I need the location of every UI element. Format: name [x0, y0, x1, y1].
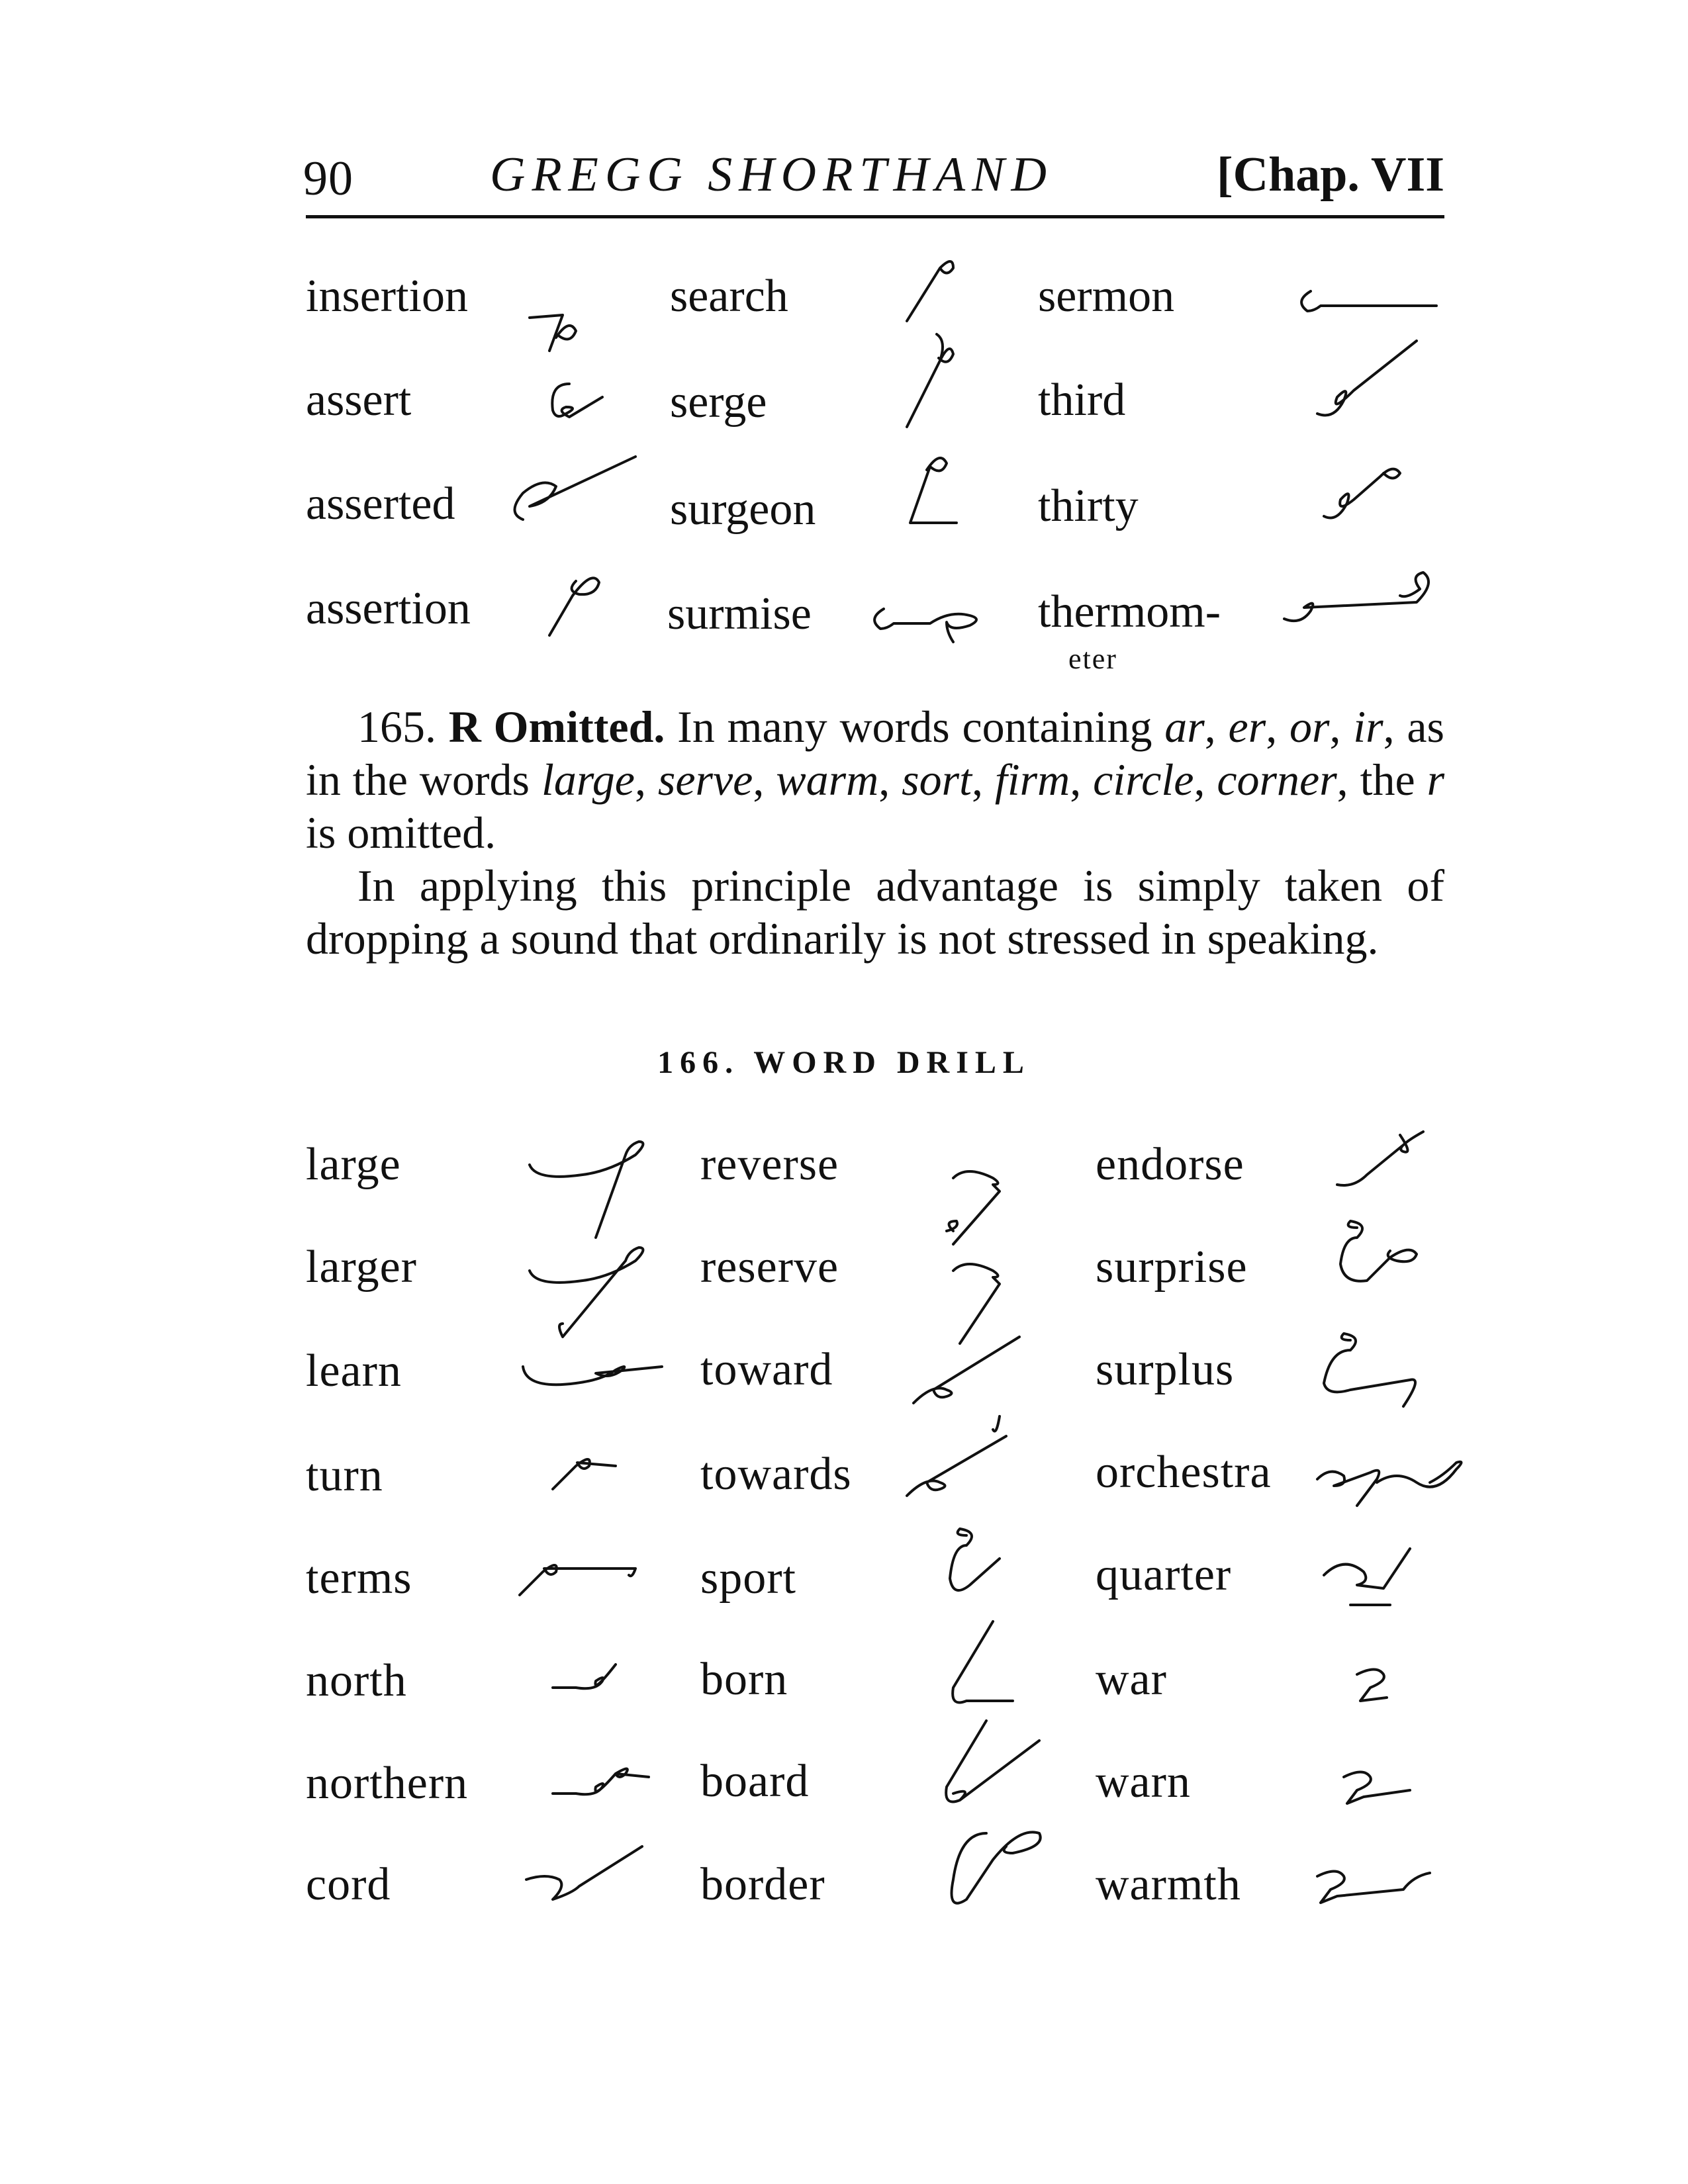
list-item: toward: [700, 1344, 833, 1395]
shorthand-outline-icon: [940, 1827, 1053, 1919]
shorthand-outline-icon: [1278, 566, 1450, 639]
running-title: GREGG SHORTHAND: [490, 148, 1053, 202]
shorthand-outline-icon: [523, 1138, 669, 1244]
list-item: warmth: [1096, 1859, 1241, 1910]
example-term: ir: [1353, 702, 1383, 752]
example-word: firm: [994, 754, 1070, 805]
example-word: sort: [902, 754, 972, 805]
section-165-paragraph: 165. R Omitted. In many words containing ar, er, or, ir, as in the words large, serve, warm, sort, firm, circle, corner, the r is omitted.: [306, 702, 1445, 858]
shorthand-outline-icon: [1311, 1863, 1443, 1909]
list-item: third: [1038, 375, 1126, 426]
shorthand-outline-icon: [1317, 1324, 1450, 1416]
shorthand-outline-icon: [549, 1764, 655, 1810]
list-item: search: [670, 271, 788, 322]
list-item: learn: [306, 1345, 402, 1396]
list-item: reverse: [700, 1139, 839, 1190]
list-item: reserve: [700, 1242, 839, 1293]
shorthand-outline-icon: [900, 1410, 1019, 1502]
list-item: warn: [1096, 1756, 1191, 1807]
page-number: 90: [303, 152, 353, 206]
list-item: thermom-: [1038, 586, 1221, 637]
shorthand-outline-icon: [940, 1615, 1019, 1721]
list-item: larger: [306, 1242, 417, 1293]
shorthand-outline-icon: [516, 1353, 675, 1406]
list-item: sport: [700, 1553, 796, 1604]
example-word: circle: [1093, 754, 1194, 805]
list-item: northern: [306, 1758, 469, 1809]
example-word: corner: [1217, 754, 1337, 805]
shorthand-outline-icon: [523, 1840, 655, 1913]
shorthand-outline-icon: [523, 298, 602, 371]
punctuation: ,: [1204, 702, 1216, 752]
header-rule: [306, 215, 1444, 218]
word-continuation: eter: [1068, 643, 1117, 675]
list-item: north: [306, 1655, 407, 1706]
section-heading: R Omitted.: [448, 702, 665, 752]
example-term: or: [1289, 702, 1330, 752]
list-item: serge: [670, 377, 767, 428]
list-item: cord: [306, 1859, 391, 1910]
section-number: 165.: [357, 702, 436, 752]
shorthand-outline-icon: [1331, 1218, 1430, 1304]
shorthand-outline-icon: [503, 450, 649, 529]
shorthand-outline-icon: [1331, 1125, 1436, 1198]
list-item: border: [700, 1859, 825, 1910]
list-item: terms: [306, 1553, 412, 1604]
example-word: large: [541, 754, 635, 805]
list-item: born: [700, 1654, 788, 1705]
punctuation: ,: [1266, 702, 1278, 752]
shorthand-outline-icon: [543, 563, 616, 642]
shorthand-outline-icon: [933, 1714, 1046, 1827]
list-item: turn: [306, 1450, 383, 1501]
list-item: quarter: [1096, 1549, 1232, 1600]
example-term: er: [1228, 702, 1266, 752]
shorthand-outline-icon: [864, 602, 1009, 649]
list-item: insertion: [306, 271, 468, 322]
body-text: , the: [1336, 754, 1415, 805]
list-item: surplus: [1096, 1344, 1235, 1395]
shorthand-outline-icon: [516, 1555, 649, 1602]
shorthand-outline-icon: [1311, 334, 1430, 427]
shorthand-outline-icon: [1317, 1542, 1423, 1615]
list-item: thirty: [1038, 480, 1139, 531]
shorthand-outline-icon: [894, 255, 966, 328]
list-item: asserted: [306, 478, 455, 529]
list-item: surgeon: [670, 484, 816, 535]
shorthand-outline-icon: [894, 328, 960, 433]
list-item: sermon: [1038, 271, 1175, 322]
example-word: warm: [776, 754, 879, 805]
list-item: surprise: [1096, 1242, 1248, 1293]
list-item: surmise: [667, 588, 812, 639]
list-item: war: [1096, 1654, 1167, 1705]
shorthand-outline-icon: [549, 1658, 642, 1704]
list-item: assertion: [306, 583, 471, 634]
example-term: ar: [1164, 702, 1205, 752]
shorthand-outline-icon: [1317, 457, 1410, 529]
principle-paragraph: In applying this principle advantage is simply taken of dropping a sound that ordinarily is not stressed in speaking.: [306, 860, 1444, 964]
shorthand-outline-icon: [894, 430, 966, 536]
shorthand-outline-icon: [523, 1244, 669, 1343]
shorthand-outline-icon: [1291, 278, 1450, 324]
shorthand-outline-icon: [1337, 1764, 1417, 1810]
shorthand-outline-icon: [940, 1525, 1013, 1612]
shorthand-outline-icon: [549, 1449, 622, 1496]
list-item: orchestra: [1096, 1447, 1272, 1498]
list-item: towards: [700, 1449, 852, 1500]
example-word: serve: [657, 754, 753, 805]
example-term: r: [1427, 754, 1445, 805]
word-drill-title: 166. WORD DRILL: [657, 1045, 1031, 1080]
shorthand-outline-icon: [907, 1330, 1026, 1410]
body-text: is omitted.: [306, 807, 496, 858]
body-text: , as in the words: [306, 702, 1445, 805]
list-item: board: [700, 1756, 810, 1807]
chapter-label: [Chap. VII: [1217, 148, 1445, 202]
shorthand-outline-icon: [543, 371, 616, 430]
punctuation: ,: [1329, 702, 1341, 752]
shorthand-outline-icon: [1350, 1661, 1403, 1707]
body-text: In many words containing: [677, 702, 1152, 752]
shorthand-outline-icon: [1311, 1453, 1483, 1519]
list-item: large: [306, 1139, 401, 1190]
list-item: endorse: [1096, 1139, 1244, 1190]
list-item: assert: [306, 375, 412, 426]
